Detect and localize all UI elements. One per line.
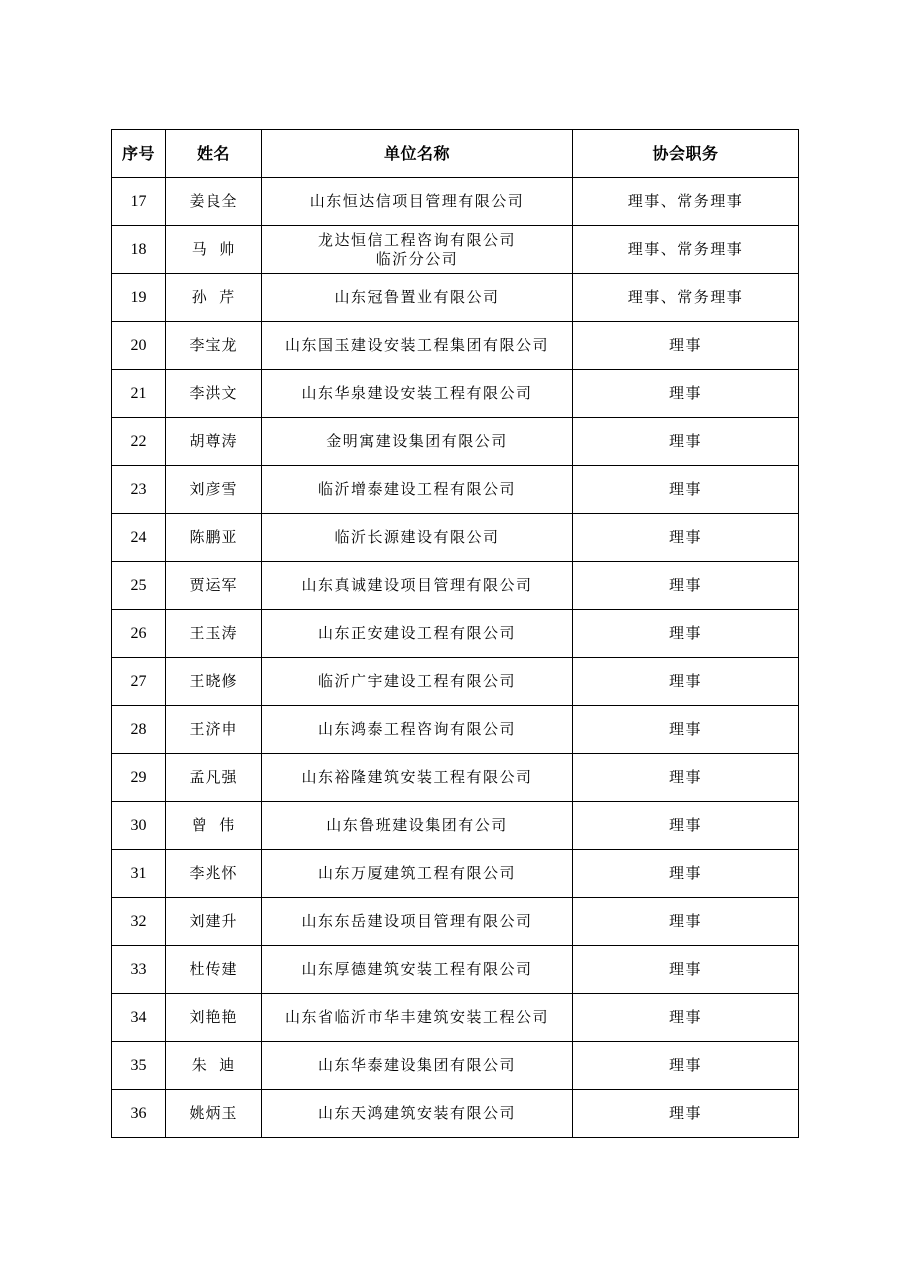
cell-role: 理事、常务理事 xyxy=(573,226,799,274)
cell-company xyxy=(262,610,573,658)
cell-name: 杜传建 xyxy=(166,946,262,994)
cell-seq: 23 xyxy=(112,466,166,514)
cell-name: 刘艳艳 xyxy=(166,994,262,1042)
cell-company xyxy=(262,802,573,850)
cell-seq: 20 xyxy=(112,322,166,370)
table-header-row xyxy=(112,130,799,178)
cell-role: 理事 xyxy=(573,466,799,514)
table-row xyxy=(112,274,799,322)
cell-company xyxy=(262,514,573,562)
table-row xyxy=(112,754,799,802)
company-line: 山东正安建设工程有限公司 xyxy=(317,624,516,642)
cell-role: 理事 xyxy=(573,1042,799,1090)
cell-role: 理事 xyxy=(573,1090,799,1138)
company-line: 山东东岳建设项目管理有限公司 xyxy=(301,912,533,930)
cell-name: 王玉涛 xyxy=(166,610,262,658)
cell-seq: 17 xyxy=(112,178,166,226)
cell-seq: 27 xyxy=(112,658,166,706)
cell-role: 理事 xyxy=(573,802,799,850)
cell-seq: 19 xyxy=(112,274,166,322)
cell-company xyxy=(262,1042,573,1090)
table-row xyxy=(112,370,799,418)
cell-role: 理事 xyxy=(573,322,799,370)
cell-seq: 28 xyxy=(112,706,166,754)
cell-seq: 25 xyxy=(112,562,166,610)
table-row xyxy=(112,850,799,898)
company-line: 山东鸿泰工程咨询有限公司 xyxy=(317,720,516,738)
cell-seq: 29 xyxy=(112,754,166,802)
cell-name: 陈鹏亚 xyxy=(166,514,262,562)
table-row xyxy=(112,1090,799,1138)
cell-company xyxy=(262,274,573,322)
cell-role: 理事 xyxy=(573,706,799,754)
cell-company xyxy=(262,1090,573,1138)
cell-role: 理事 xyxy=(573,994,799,1042)
table-row xyxy=(112,706,799,754)
cell-company xyxy=(262,226,573,274)
cell-name: 李洪文 xyxy=(166,370,262,418)
cell-role: 理事 xyxy=(573,754,799,802)
company-line: 山东天鸿建筑安装有限公司 xyxy=(317,1104,516,1122)
company-line: 临沂长源建设有限公司 xyxy=(334,528,500,546)
table-row xyxy=(112,562,799,610)
cell-seq: 22 xyxy=(112,418,166,466)
company-line: 山东华泰建设集团有限公司 xyxy=(317,1056,516,1074)
table-row xyxy=(112,178,799,226)
cell-name: 刘建升 xyxy=(166,898,262,946)
company-line: 山东万厦建筑工程有限公司 xyxy=(317,864,516,882)
cell-seq: 30 xyxy=(112,802,166,850)
cell-role: 理事、常务理事 xyxy=(573,178,799,226)
cell-name: 孟凡强 xyxy=(166,754,262,802)
company-line: 金明寓建设集团有限公司 xyxy=(326,432,508,450)
cell-role: 理事 xyxy=(573,898,799,946)
cell-seq: 26 xyxy=(112,610,166,658)
cell-seq: 31 xyxy=(112,850,166,898)
cell-role: 理事 xyxy=(573,418,799,466)
cell-company xyxy=(262,562,573,610)
cell-seq: 33 xyxy=(112,946,166,994)
cell-role: 理事 xyxy=(573,850,799,898)
cell-company xyxy=(262,178,573,226)
company-line: 临沂增泰建设工程有限公司 xyxy=(317,480,516,498)
cell-company xyxy=(262,706,573,754)
company-line: 山东裕隆建筑安装工程有限公司 xyxy=(301,768,533,786)
company-line: 山东恒达信项目管理有限公司 xyxy=(309,192,525,210)
table-row xyxy=(112,226,799,274)
cell-company xyxy=(262,370,573,418)
member-table xyxy=(111,129,799,1138)
cell-name: 孙 芹 xyxy=(166,274,262,322)
cell-role: 理事 xyxy=(573,610,799,658)
cell-company xyxy=(262,898,573,946)
company-line: 龙达恒信工程咨询有限公司 xyxy=(317,230,516,249)
company-line: 临沂分公司 xyxy=(375,249,459,268)
header-company: 单位名称 xyxy=(262,130,573,178)
cell-name: 李宝龙 xyxy=(166,322,262,370)
cell-seq: 18 xyxy=(112,226,166,274)
cell-company xyxy=(262,946,573,994)
cell-seq: 34 xyxy=(112,994,166,1042)
company-line: 山东华泉建设安装工程有限公司 xyxy=(301,384,533,402)
table-body xyxy=(112,178,799,1138)
cell-company xyxy=(262,418,573,466)
cell-role: 理事 xyxy=(573,370,799,418)
cell-role: 理事 xyxy=(573,658,799,706)
company-line: 山东厚德建筑安装工程有限公司 xyxy=(301,960,533,978)
cell-role: 理事 xyxy=(573,946,799,994)
cell-company xyxy=(262,466,573,514)
cell-seq: 32 xyxy=(112,898,166,946)
company-line: 山东鲁班建设集团有公司 xyxy=(326,816,508,834)
cell-seq: 36 xyxy=(112,1090,166,1138)
cell-name: 王晓修 xyxy=(166,658,262,706)
company-line: 山东冠鲁置业有限公司 xyxy=(334,288,500,306)
cell-company xyxy=(262,994,573,1042)
table-row xyxy=(112,514,799,562)
table-row xyxy=(112,802,799,850)
cell-name: 贾运军 xyxy=(166,562,262,610)
company-line: 临沂广宇建设工程有限公司 xyxy=(317,672,516,690)
cell-name: 刘彦雪 xyxy=(166,466,262,514)
cell-seq: 21 xyxy=(112,370,166,418)
cell-role: 理事 xyxy=(573,514,799,562)
table-row xyxy=(112,610,799,658)
table-row xyxy=(112,658,799,706)
table-row xyxy=(112,946,799,994)
cell-name: 马 帅 xyxy=(166,226,262,274)
cell-role: 理事 xyxy=(573,562,799,610)
cell-company xyxy=(262,322,573,370)
cell-name: 胡尊涛 xyxy=(166,418,262,466)
cell-name: 李兆怀 xyxy=(166,850,262,898)
table-row xyxy=(112,322,799,370)
cell-role: 理事、常务理事 xyxy=(573,274,799,322)
table-row xyxy=(112,466,799,514)
company-line: 山东国玉建设安装工程集团有限公司 xyxy=(284,336,549,354)
table-row xyxy=(112,994,799,1042)
company-line: 山东省临沂市华丰建筑安装工程公司 xyxy=(284,1008,549,1026)
cell-name: 姚炳玉 xyxy=(166,1090,262,1138)
cell-name: 王济申 xyxy=(166,706,262,754)
cell-company xyxy=(262,658,573,706)
table-row xyxy=(112,418,799,466)
table-row xyxy=(112,1042,799,1090)
cell-name: 曾 伟 xyxy=(166,802,262,850)
cell-seq: 24 xyxy=(112,514,166,562)
header-seq: 序号 xyxy=(112,130,166,178)
cell-name: 朱 迪 xyxy=(166,1042,262,1090)
header-role: 协会职务 xyxy=(573,130,799,178)
company-line: 山东真诚建设项目管理有限公司 xyxy=(301,576,533,594)
cell-seq: 35 xyxy=(112,1042,166,1090)
cell-name: 姜良全 xyxy=(166,178,262,226)
cell-company xyxy=(262,850,573,898)
cell-company xyxy=(262,754,573,802)
header-name: 姓名 xyxy=(166,130,262,178)
table-row xyxy=(112,898,799,946)
